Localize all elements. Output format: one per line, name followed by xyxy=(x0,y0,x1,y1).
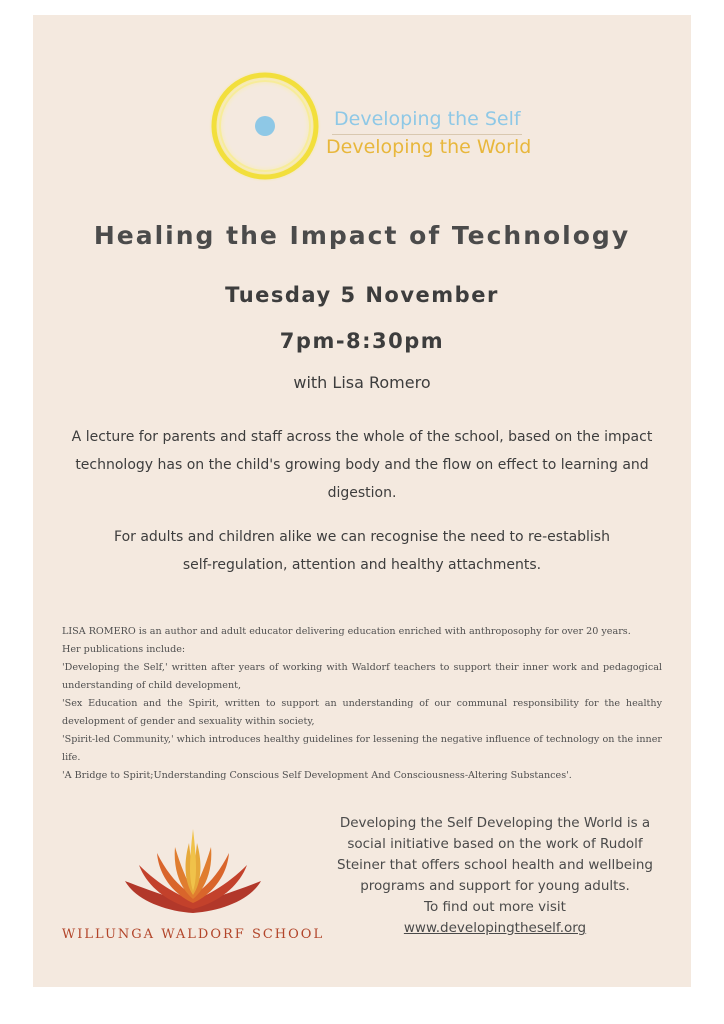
bio-publications-heading: Her publications include: xyxy=(62,644,186,655)
developing-the-self-logo xyxy=(208,70,532,185)
sun-ring-icon xyxy=(208,70,328,185)
event-time: 7pm-8:30pm xyxy=(279,329,445,353)
about-line: Steiner that offers school health and wellbeing xyxy=(337,857,653,873)
bio-publication: 'Sex Education and the Spirit, written to support an understanding of our communal responsibility for the healthy development of gender and sexuality within society, xyxy=(62,698,662,727)
event-presenter: with Lisa Romero xyxy=(293,373,431,392)
about-line: To find out more visit xyxy=(424,899,566,915)
bio-publication: 'Spirit-led Community,' which introduces healthy guidelines for lessening the negative influence of technology on the inner life. xyxy=(62,734,662,763)
bio-publication: 'A Bridge to Spirit;Understanding Conscious Self Development And Consciousness-Altering Substances'. xyxy=(62,770,572,781)
about-initiative xyxy=(325,813,665,939)
about-line: Developing the Self Developing the World is a xyxy=(339,815,651,831)
logo-line-world: Developing the World xyxy=(326,136,532,158)
bio-intro: LISA ROMERO is an author and adult educator delivering education enriched with anthroposophy for over 20 years. xyxy=(62,626,631,637)
website-link[interactable]: www.developingtheself.org xyxy=(403,920,587,936)
event-title: Healing the Impact of Technology xyxy=(93,221,631,250)
logo-divider xyxy=(332,134,522,135)
school-name: WILLUNGA WALDORF SCHOOL xyxy=(61,927,325,942)
bio-publication: 'Developing the Self,' written after years of working with Waldorf teachers to support their inner work and pedagogical understanding of child development, xyxy=(62,662,662,691)
poster xyxy=(33,15,691,987)
lotus-flame-icon xyxy=(123,825,263,920)
description-line: For adults and children alike we can recognise the need to re-establish xyxy=(114,529,610,545)
logo-line-self: Developing the Self xyxy=(334,108,521,130)
about-line: programs and support for young adults. xyxy=(360,878,630,894)
presenter-bio xyxy=(62,623,662,785)
description-line: self-regulation, attention and healthy attachments. xyxy=(182,557,542,573)
event-date: Tuesday 5 November xyxy=(225,283,499,307)
description-paragraph-1: A lecture for parents and staff across the whole of the school, based on the impact technology has on the child's growing body and the flow on effect to learning and digestion. xyxy=(71,429,653,501)
school-logo xyxy=(53,825,333,955)
description-paragraph-2 xyxy=(57,523,667,579)
about-line: social initiative based on the work of Rudolf xyxy=(347,836,643,852)
